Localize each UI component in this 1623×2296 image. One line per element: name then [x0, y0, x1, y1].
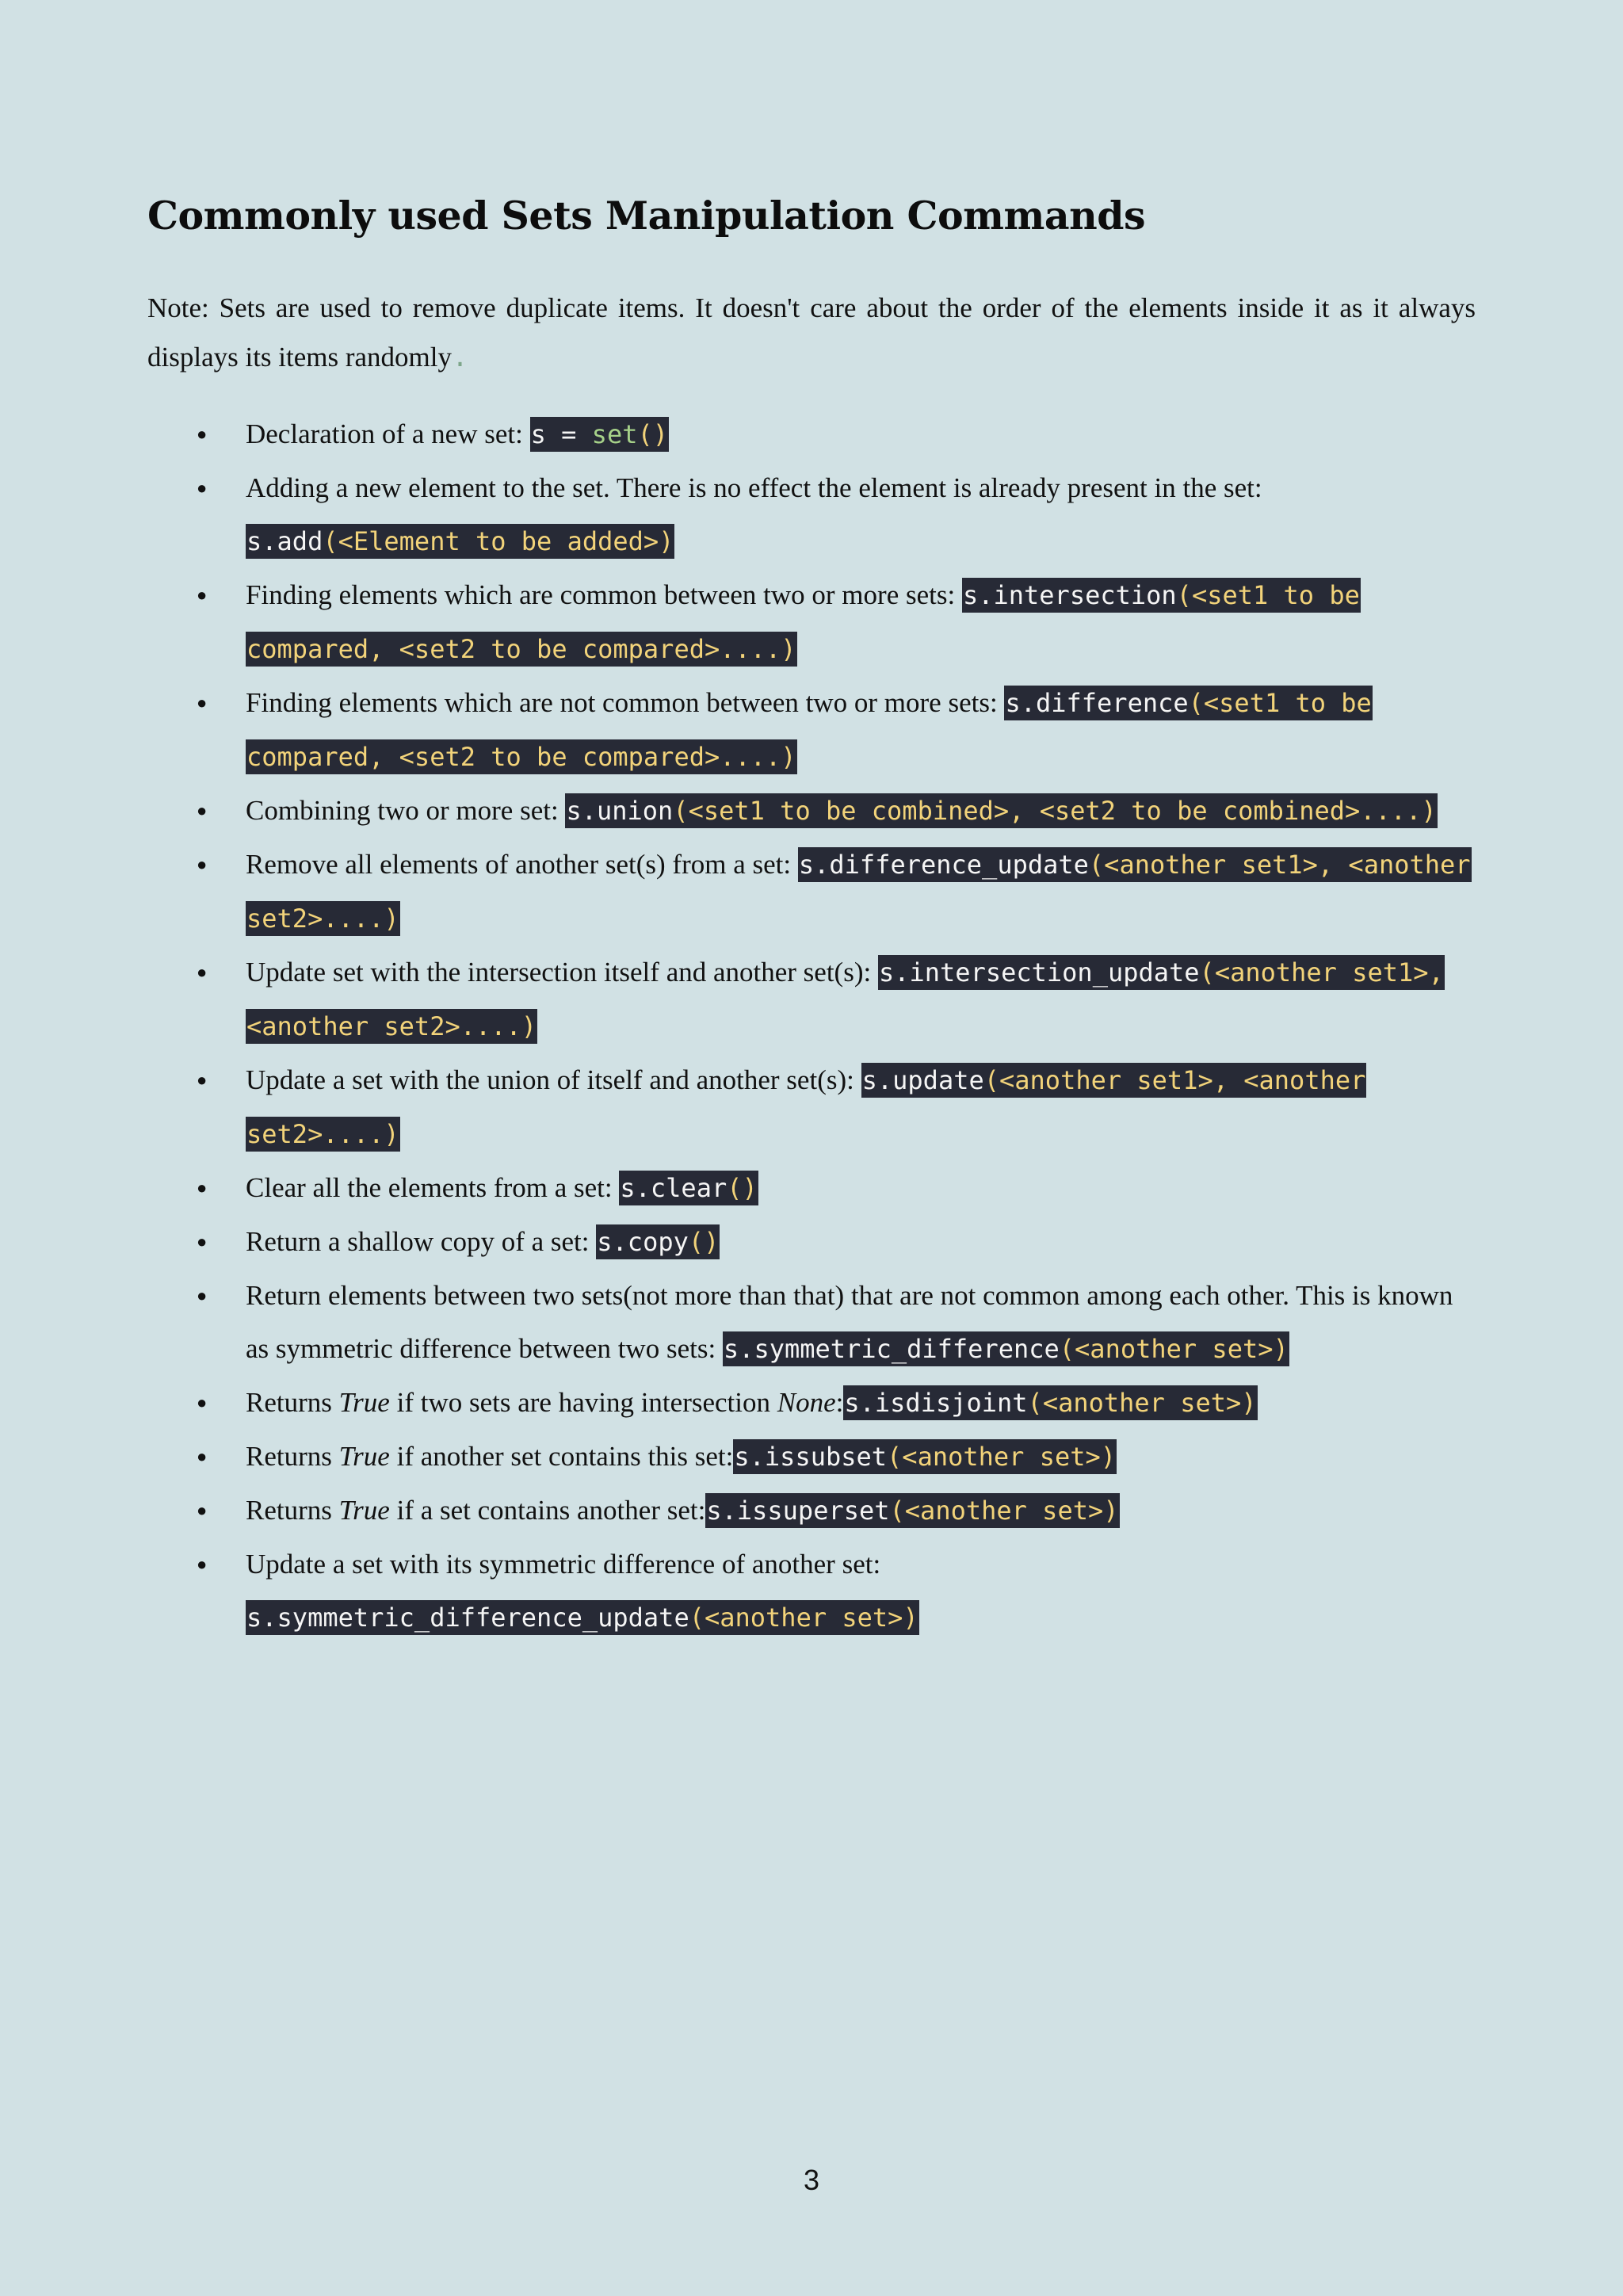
italic-text: True [338, 1441, 390, 1472]
item-text: if a set contains another set: [389, 1495, 706, 1526]
list-item [147, 1215, 1476, 1269]
code-snippet: s.intersection_update(<another set1>, <another set2>....) [246, 955, 1445, 1044]
item-text: Update set with the intersection itself and another set(s): [246, 957, 878, 988]
code-snippet: s.symmetric_difference_update(<another set>) [246, 1600, 919, 1635]
item-text: Combining two or more set: [246, 795, 566, 826]
item-text: Remove all elements of another set(s) from a set: [246, 849, 798, 880]
item-text: Update a set with its symmetric difference of another set: [246, 1549, 881, 1580]
list-item [147, 1161, 1476, 1215]
item-text: if another set contains this set: [389, 1441, 734, 1472]
code-snippet: s.intersection(<set1 to be compared, <set2 to be compared>....) [246, 578, 1361, 667]
list-item [147, 568, 1476, 676]
commands-list [147, 407, 1476, 1645]
item-text: Finding elements which are common between two or more sets: [246, 579, 962, 610]
item-text: if two sets are having intersection [389, 1387, 777, 1418]
list-item [147, 676, 1476, 784]
code-snippet: s.update(<another set1>, <another set2>....) [246, 1063, 1366, 1152]
note-text: Note: Sets are used to remove duplicate items. It doesn't care about the order of the elements inside it as it always displays its items randomly [147, 292, 1476, 372]
list-item [147, 1484, 1476, 1538]
item-text: Adding a new element to the set. There is no effect the element is already present in the set: [246, 472, 1262, 503]
item-text: Returns [246, 1495, 339, 1526]
list-item [147, 1538, 1476, 1645]
list-item [147, 838, 1476, 946]
list-item [147, 1376, 1476, 1430]
item-text: : [835, 1387, 844, 1418]
code-snippet: s.add(<Element to be added>) [246, 524, 674, 559]
item-text: Clear all the elements from a set: [246, 1172, 620, 1203]
item-text: Returns [246, 1441, 339, 1472]
item-text: Declaration of a new set: [246, 418, 530, 449]
code-snippet: s.issuperset(<another set>) [705, 1493, 1119, 1528]
list-item [147, 1269, 1476, 1376]
list-item [147, 784, 1476, 838]
code-snippet: s.issubset(<another set>) [733, 1439, 1117, 1474]
code-snippet: s.union(<set1 to be combined>, <set2 to be combined>....) [565, 793, 1437, 828]
list-item [147, 946, 1476, 1053]
item-text: Finding elements which are not common between two or more sets: [246, 687, 1005, 718]
code-snippet: s.difference_update(<another set1>, <another set2>....) [246, 847, 1472, 936]
italic-text: True [338, 1495, 390, 1526]
page-heading: Commonly used Sets Manipulation Commands [147, 193, 1146, 239]
list-item [147, 1053, 1476, 1161]
item-text: Returns [246, 1387, 339, 1418]
italic-text: True [338, 1387, 390, 1418]
code-snippet: s = set() [530, 417, 669, 452]
italic-text: None [777, 1387, 836, 1418]
list-item [147, 407, 1476, 461]
list-item [147, 461, 1476, 568]
item-text: Return elements between two sets(not more than that) that are not common among each other. This is known as symmetric difference between two sets: [246, 1280, 1453, 1364]
code-snippet: s.symmetric_difference(<another set>) [723, 1331, 1289, 1366]
code-snippet: s.isdisjoint(<another set>) [843, 1385, 1257, 1420]
note-paragraph [147, 284, 1476, 384]
item-text: Update a set with the union of itself and another set(s): [246, 1064, 861, 1095]
list-item [147, 1430, 1476, 1484]
code-snippet: s.difference(<set1 to be compared, <set2 to be compared>....) [246, 686, 1373, 774]
code-snippet: s.clear() [619, 1171, 758, 1205]
note-trailing-mark: . [452, 343, 469, 375]
item-text: Return a shallow copy of a set: [246, 1226, 597, 1257]
code-snippet: s.copy() [596, 1224, 720, 1259]
page-number: 3 [803, 2164, 820, 2196]
